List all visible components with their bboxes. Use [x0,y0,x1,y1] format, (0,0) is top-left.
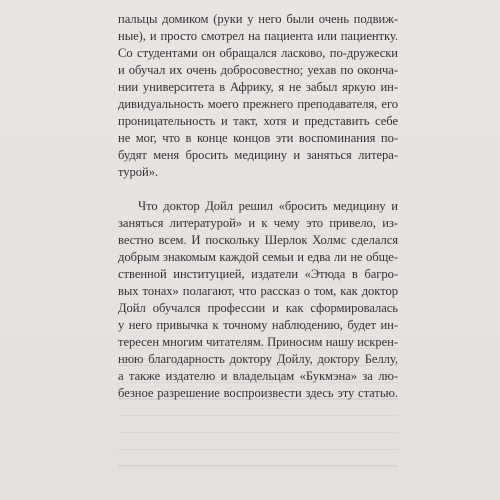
text-line: Что доктор Дойл решил «бросить медицину и [138,199,398,213]
text-line: и обучал их очень добросовестно; уехав по оконча- [118,63,398,77]
text-line: проницательность и такт, хотя и представить себе [118,114,398,128]
text-line: дивидуальность моего прежнего преподавателя, его [118,97,398,111]
text-line: Со студентами он обращался ласково, по-дружески [118,46,398,60]
text-line: нии университета в Африку, я не забыл яркую ин- [118,80,398,94]
text-line: заняться литературой» и к чему это привело, из- [118,216,398,230]
text-line: вых тонах» полагают, что рассказ о том, как доктор [118,284,398,298]
paragraph-1 [118,11,398,181]
text-line: тересен многим читателям. Приносим нашу искрен- [118,335,398,349]
text-line: нюю благодарность доктору Дойлу, доктору Беллу, [118,352,398,366]
text-line: будят меня бросить медицину и заняться литера- [118,148,398,162]
text-line: вестно всем. И поскольку Шерлок Холмс сделался [118,233,398,247]
page-text [118,11,398,402]
text-line: пальцы домиком (руки у него были очень подвиж- [118,12,398,26]
text-line: безное разрешение воспроизвести здесь эту статью. [118,386,398,400]
text-line: Дойл обучался профессии и как сформировалась [118,301,398,315]
text-line: а также издателю и владельцам «Букмэна» за лю- [118,369,398,383]
text-line: турой». [118,165,159,179]
text-line: ные), и просто смотрел на пациента или пациентку. [118,29,398,43]
bleed-through-texture [118,348,398,478]
text-line: не мог, что в конце концов эти воспоминания по- [118,131,398,145]
text-line: ственной институцией, издатели «Этюда в багро- [118,267,398,281]
text-line: у него привычка к точному наблюдению, будет ин- [118,318,398,332]
text-line: добрым знакомым каждой семьи и едва ли не обще- [118,250,398,264]
paragraph-gap [118,181,398,198]
